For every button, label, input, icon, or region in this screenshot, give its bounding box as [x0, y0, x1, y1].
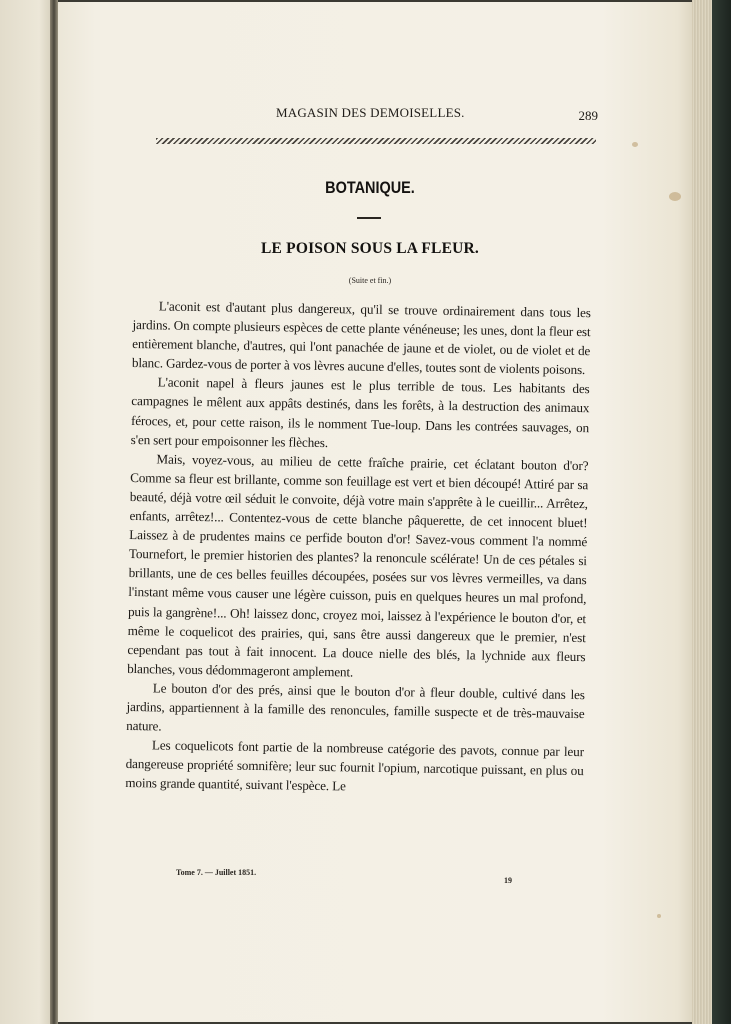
paragraph: Le bouton d'or des prés, ainsi que le bouton d'or à fleur double, cultivé dans les jardins, appartiennent à la famille des renoncules, famille suspecte et de très-mauvaise nature.	[126, 680, 585, 734]
article-body	[125, 296, 591, 800]
signature-mark: 19	[504, 876, 512, 885]
decorative-rule	[156, 138, 596, 144]
book-cover-edge	[712, 0, 731, 1024]
book-gutter	[50, 0, 58, 1024]
paragraph: Mais, voyez-vous, au milieu de cette fraîche prairie, cet éclatant bouton d'or? Comme sa fleur est brillante, comme son feuillage est vert et bien découpé! Attiré par sa beauté, déjà votre œil séduit le convoite, déjà votre main s'apprête à le cueillir... Arrêtez, enfants, arrêtez!... Contentez-vous de cette blanche pâquerette, de cet innocent bluet! Laissez à de prudentes mains ce perfide bouton d'or! Savez-vous comment l'a nommé Tournefort, le premier historien des plantes? la renoncule scélérate! Un de ces pétales si brillants, une de ces belles feuilles découpées, posées sur vos lèvres vermeilles, va dans l'instant même vous causer une légère cuisson, puis en quelques heures un mal profond, puis la gangrène!... Oh! laissez donc, croyez moi, laissez à l'expérience le bouton d'or, et même le coquelicot des prairies, qui, sans être aussi dangereux que le premier, n'est cependant pas tout à fait innocent. La douce nielle des blés, la lychnide aux fleurs blanches, vous dédommageront amplement.	[127, 451, 589, 680]
title-divider	[357, 217, 381, 219]
paragraph: L'aconit est d'autant plus dangereux, qu'il se trouve ordinairement dans tous les jardins. On compte plusieurs espèces de cette plante vénéneuse; les unes, dont la fleur est entièrement blanche, d'autres, qui l'ont panachée de jaune et de violet, ou de violet et de blanc. Gardez-vous de porter à vos lèvres aucune d'elles, toutes sont de violents poisons.	[131, 298, 591, 378]
facing-page-edge	[0, 0, 56, 1024]
paper-stain	[669, 192, 681, 201]
paper-stain	[657, 914, 661, 918]
volume-footer: Tome 7. — Juillet 1851.	[176, 868, 257, 877]
page-header	[100, 103, 598, 125]
page-edges	[692, 0, 714, 1024]
page-number: 289	[578, 108, 598, 123]
paper-stain	[632, 142, 638, 147]
section-title: BOTANIQUE.	[325, 178, 415, 197]
paragraph: Les coquelicots font partie de la nombreuse catégorie des pavots, connue par leur dangereuse propriété somnifère; leur suc fournit l'opium, narcotique puissant, en plus ou moins grande quantité, suivant l'espèce. Le	[125, 737, 585, 794]
running-head: MAGASIN DES DEMOISELLES.	[276, 105, 465, 120]
article-subtitle: (Suite et fin.)	[348, 276, 392, 285]
paragraph: L'aconit napel à fleurs jaunes est le plus terrible de tous. Les habitants des campagnes le mêlent aux appâts destinés, dans les forêts, à la destruction des animaux féroces, et, pour cette raison, ils le nomment Tue-loup. Dans les contrées sauvages, on s'en sert pour empoisonner les flèches.	[130, 374, 590, 450]
article-title: LE POISON SOUS LA FLEUR.	[261, 240, 479, 257]
